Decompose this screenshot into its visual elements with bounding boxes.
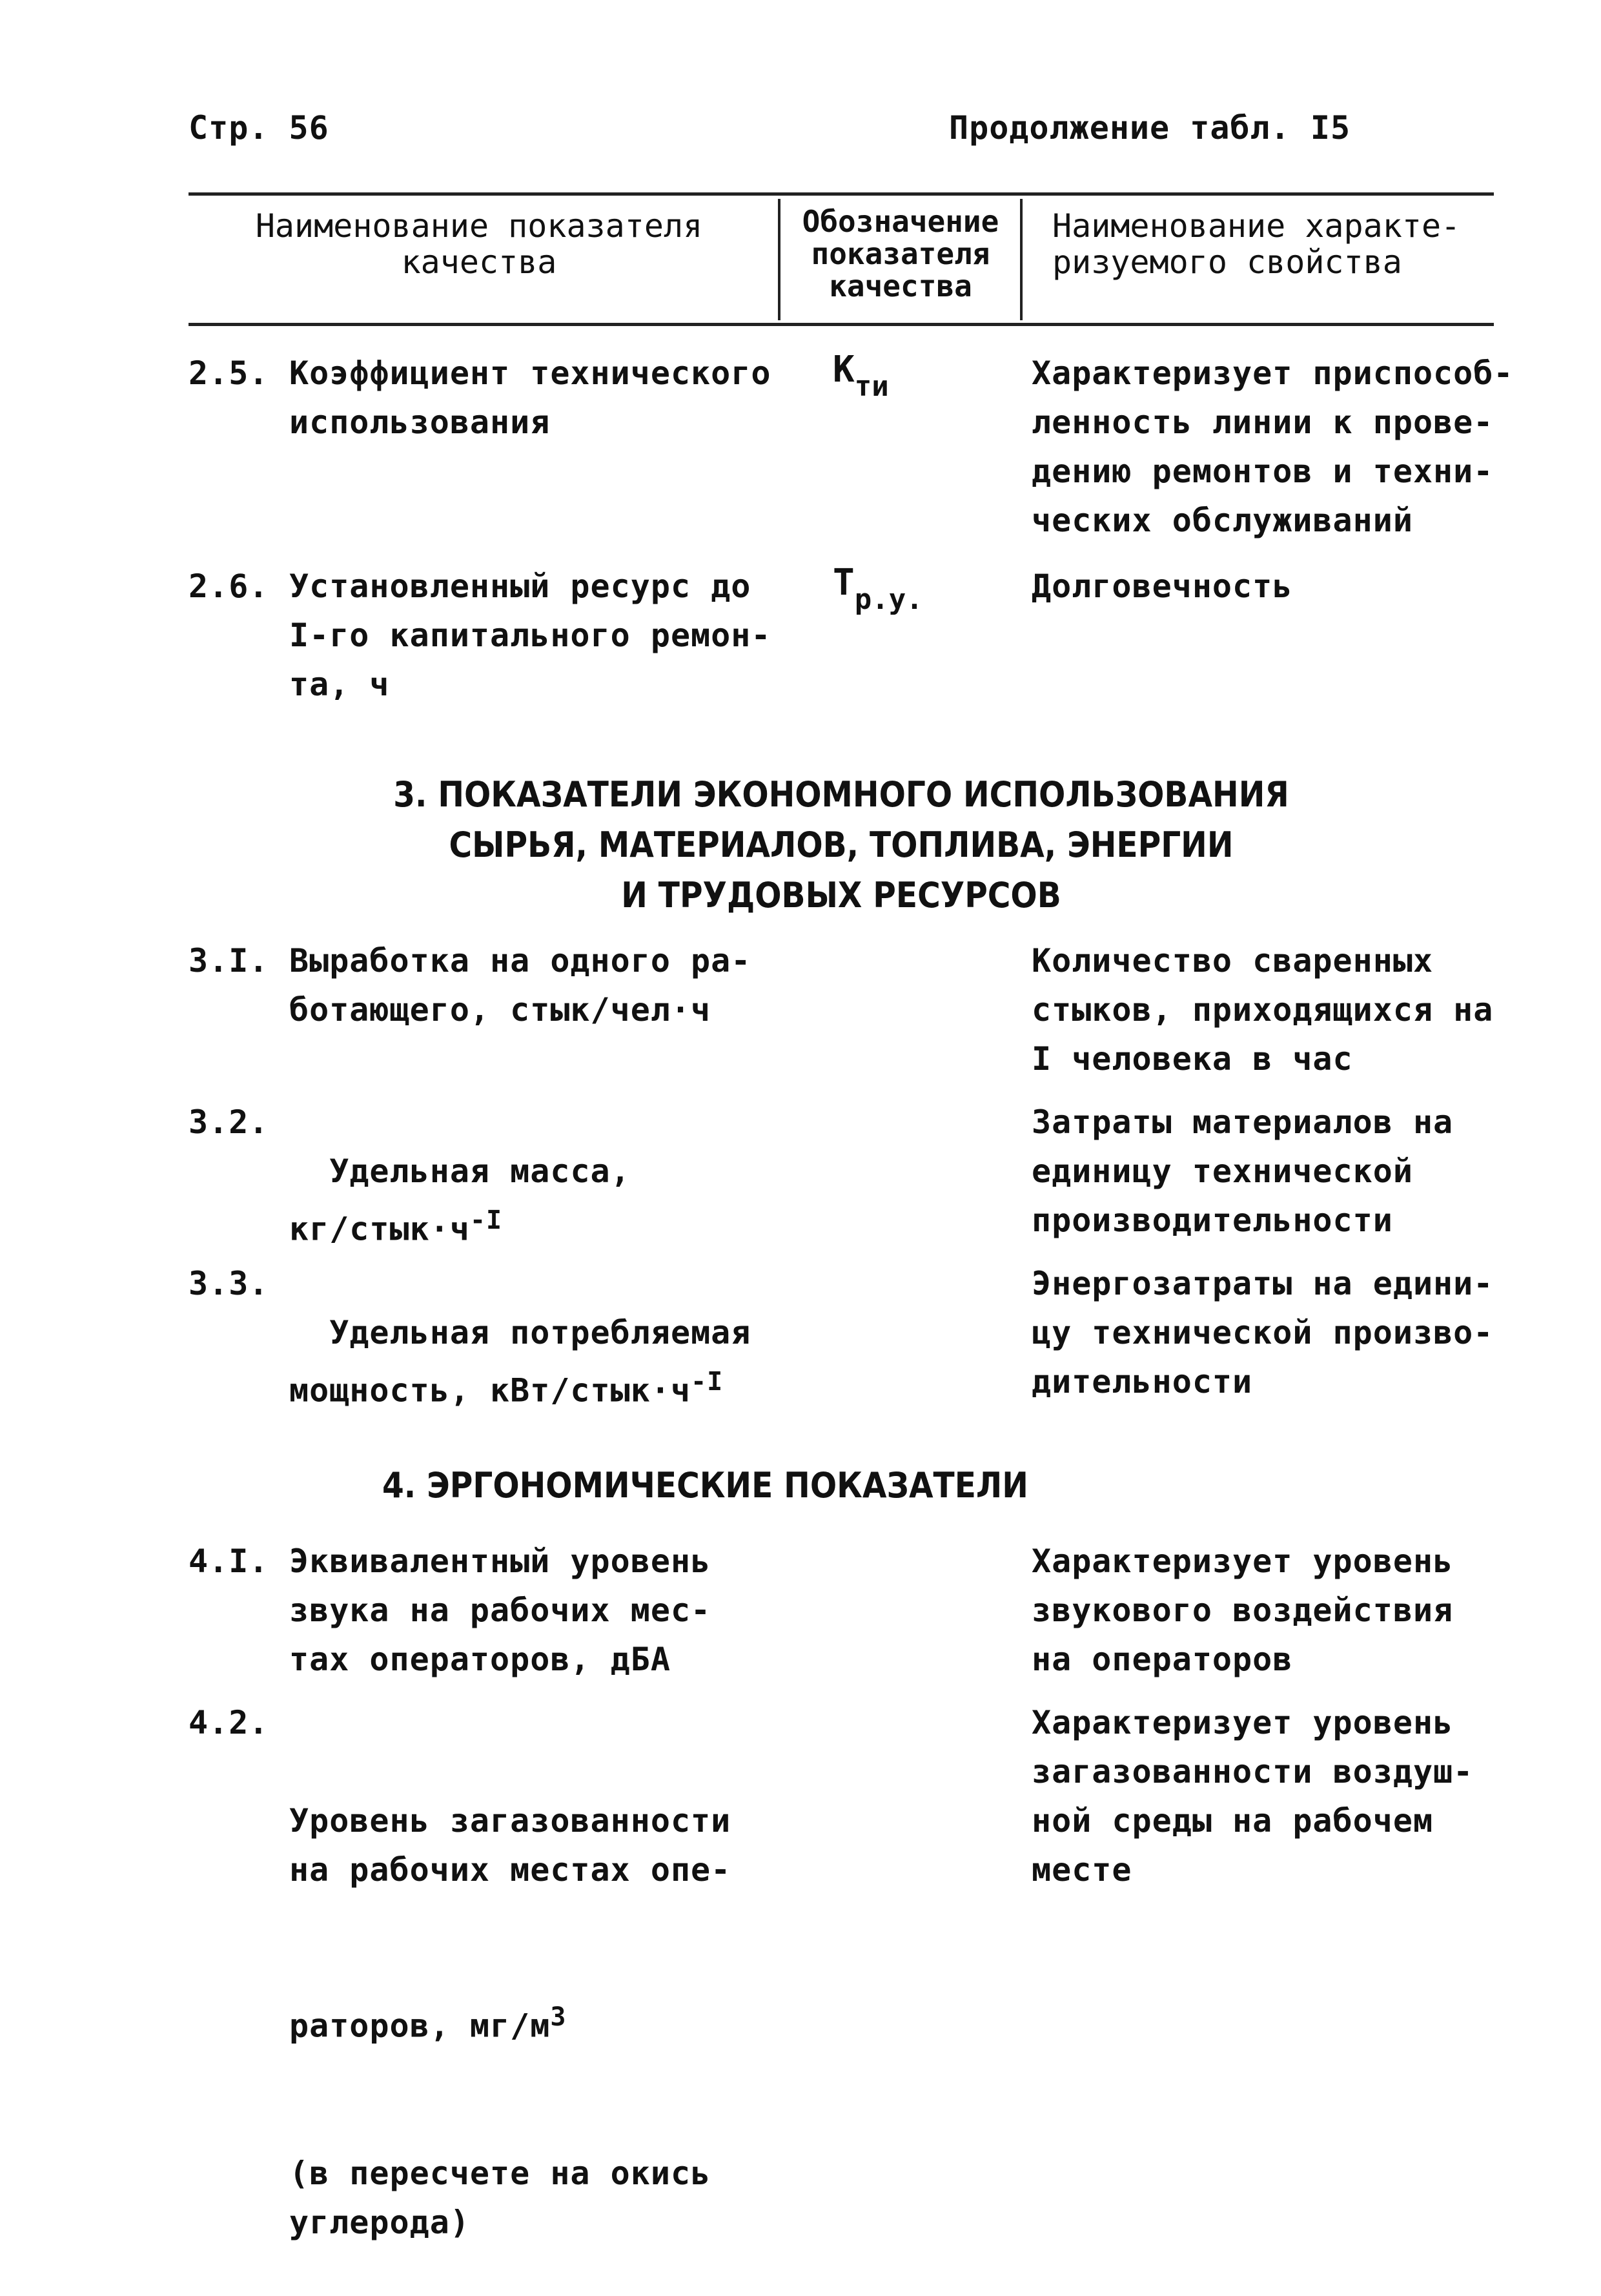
unit-exponent: -I [469, 1205, 503, 1235]
property-description: Количество сваренных стыков, приходящихся на I человека в час [1032, 942, 1494, 1078]
row-number: 2.6. [189, 568, 269, 605]
row-number: 3.2. [189, 1103, 269, 1141]
indicator-name: Удельная масса, $кг/стык\cdot ч^{-I}$ [289, 1153, 631, 1248]
table-continuation-label: Продолжение табл. I5 [949, 109, 1351, 147]
section-4-title: 4. ЭРГОНОМИЧЕСКИЕ ПОКАЗАТЕЛИ [382, 1465, 1028, 1506]
property-description: Характеризует приспособ- ленность линии к прове- дению ремонтов и техни- ческих обслуживаний [1032, 354, 1514, 539]
header-property-name: Наименование характе- ризуемого свойства [1052, 207, 1461, 281]
row-number: 3.3. [189, 1265, 269, 1302]
indicator-symbol: $К_{ти}$ [833, 349, 889, 403]
table-header-bottom-rule [189, 323, 1494, 326]
header-separator-1 [778, 199, 780, 320]
row-number: 3.I. [189, 942, 269, 979]
property-description: Характеризует уровень загазованности воздуш- ной среды на рабочем месте [1032, 1704, 1474, 1889]
indicator-name: Уровень загазованности на рабочих местах опе- раторов, $мг/м^3$ (в пересчете на окись углерода) [289, 1802, 731, 2241]
row-number: 4.I. [189, 1543, 269, 1580]
header-quality-indicator-name: Наименование показателя качества [255, 207, 703, 281]
row-number: 2.5. [189, 354, 269, 392]
indicator-name: Эквивалентный уровень звука на рабочих мес- тах операторов, дБА [289, 1543, 711, 1678]
indicator-name: Коэффициент технического использования [289, 354, 771, 441]
row-number: 4.2. [189, 1704, 269, 1741]
indicator-name: Установленный ресурс до I-го капитального ремон- та, ч [289, 568, 771, 703]
page-number: Стр. 56 [189, 109, 329, 147]
unit-exponent: 3 [550, 2002, 567, 2032]
indicator-symbol: $Т_{р.у.}$ [833, 562, 923, 616]
property-description: Характеризует уровень звукового воздействия на операторов [1032, 1543, 1454, 1678]
header-indicator-symbol: Обозначение показателя качества [802, 204, 999, 303]
property-description: Затраты материалов на единицу технической производительности [1032, 1103, 1454, 1239]
unit-exponent: -I [691, 1367, 724, 1397]
property-description: Долговечность [1032, 568, 1293, 605]
indicator-name: Удельная потребляемая мощность, кВт/$стык\cdot ч^{-I}$ [289, 1314, 751, 1409]
indicator-name: Выработка на одного ра- ботающего, стык/чел·ч [289, 942, 751, 1029]
section-3-title: 3. ПОКАЗАТЕЛИ ЭКОНОМНОГО ИСПОЛЬЗОВАНИЯ СЫРЬЯ, МАТЕРИАЛОВ, ТОПЛИВА, ЭНЕРГИИ И ТРУДОВЫХ РЕСУРСОВ [393, 774, 1289, 916]
table-top-rule [189, 192, 1494, 196]
header-separator-2 [1020, 199, 1023, 320]
property-description: Энергозатраты на едини- цу технической произво- дительности [1032, 1265, 1494, 1400]
